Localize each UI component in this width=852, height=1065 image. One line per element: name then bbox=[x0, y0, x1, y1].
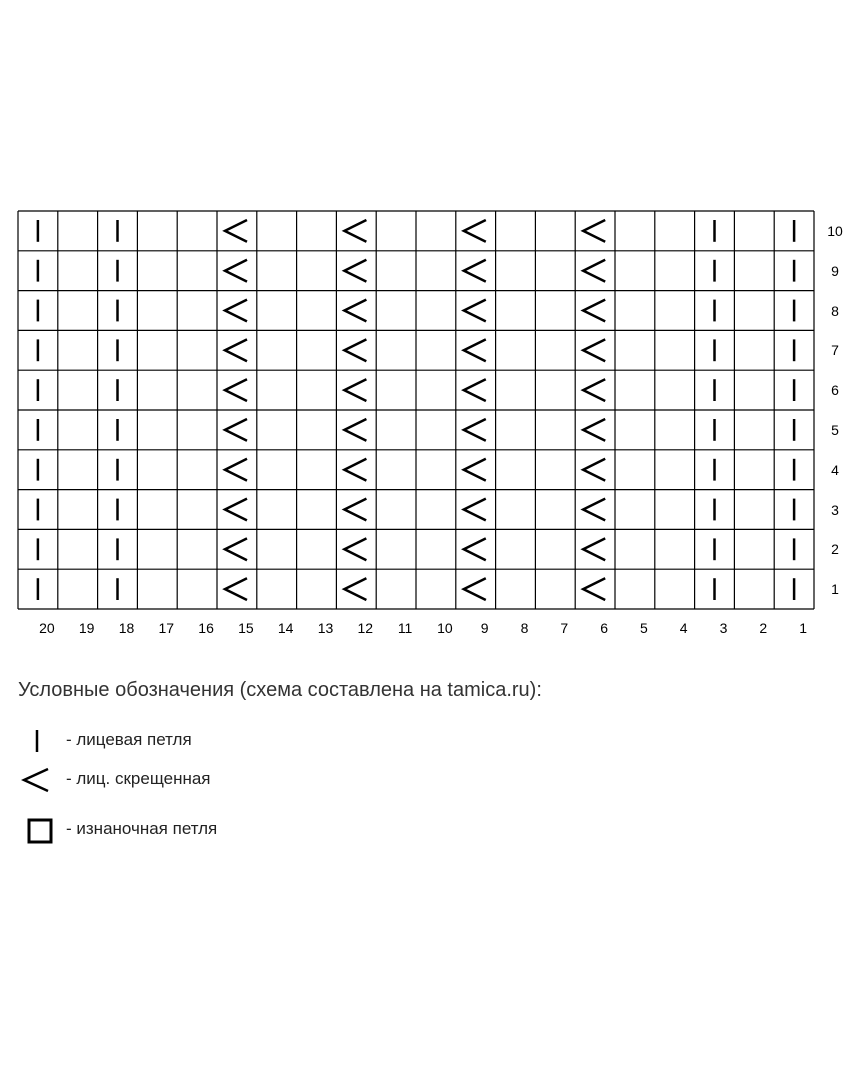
chart-cell-purl bbox=[58, 330, 98, 370]
chart-cell-knit-tbl bbox=[456, 529, 496, 569]
chart-cell-purl bbox=[416, 569, 456, 609]
row-number: 8 bbox=[831, 302, 839, 319]
chart-cell-purl bbox=[177, 211, 217, 251]
chart-cell-purl bbox=[177, 330, 217, 370]
chart-cell-purl bbox=[496, 529, 536, 569]
chart-cell-purl bbox=[297, 330, 337, 370]
chart-cell-purl bbox=[177, 410, 217, 450]
chart-cell-purl bbox=[257, 251, 297, 291]
knit-stitch-icon bbox=[18, 728, 58, 758]
chart-cell-purl bbox=[615, 450, 655, 490]
column-number: 11 bbox=[397, 620, 413, 636]
knit-through-back-loop-icon bbox=[18, 765, 58, 795]
chart-cell-purl bbox=[496, 330, 536, 370]
chart-cell-purl bbox=[615, 211, 655, 251]
chart-cell-purl bbox=[376, 211, 416, 251]
chart-cell-knit bbox=[774, 251, 814, 291]
chart-cell-knit bbox=[98, 450, 138, 490]
chart-cell-purl bbox=[655, 450, 695, 490]
chart-cell-purl bbox=[416, 450, 456, 490]
chart-cell-purl bbox=[535, 490, 575, 530]
chart-cell-purl bbox=[257, 569, 297, 609]
chart-cell-purl bbox=[137, 490, 177, 530]
chart-cell-purl bbox=[297, 450, 337, 490]
chart-cell-knit-tbl bbox=[575, 330, 615, 370]
chart-cell-knit bbox=[18, 569, 58, 609]
chart-cell-purl bbox=[615, 251, 655, 291]
chart-cell-knit-tbl bbox=[336, 370, 376, 410]
chart-cell-knit-tbl bbox=[336, 529, 376, 569]
chart-cell-purl bbox=[297, 569, 337, 609]
chart-cell-purl bbox=[257, 291, 297, 331]
chart-cell-knit-tbl bbox=[575, 211, 615, 251]
chart-cell-purl bbox=[257, 529, 297, 569]
chart-cell-knit-tbl bbox=[336, 291, 376, 331]
chart-cell-purl bbox=[297, 370, 337, 410]
chart-cell-knit-tbl bbox=[336, 490, 376, 530]
chart-cell-purl bbox=[416, 410, 456, 450]
chart-cell-purl bbox=[615, 370, 655, 410]
chart-cell-purl bbox=[496, 450, 536, 490]
legend-label-knit-tbl: - лиц. скрещенная bbox=[66, 769, 211, 788]
chart-cell-knit bbox=[18, 251, 58, 291]
chart-cell-knit-tbl bbox=[217, 450, 257, 490]
chart-cell-knit bbox=[98, 330, 138, 370]
chart-cell-knit-tbl bbox=[575, 490, 615, 530]
chart-cell-purl bbox=[734, 529, 774, 569]
chart-cell-purl bbox=[58, 251, 98, 291]
chart-cell-knit bbox=[98, 569, 138, 609]
chart-cell-knit bbox=[774, 410, 814, 450]
column-number: 15 bbox=[238, 620, 254, 636]
chart-cell-knit bbox=[695, 370, 735, 410]
column-number: 1 bbox=[799, 620, 807, 636]
legend-item-knit-tbl bbox=[18, 765, 418, 795]
legend-item-knit bbox=[18, 728, 418, 758]
chart-cell-knit-tbl bbox=[336, 410, 376, 450]
chart-cell-knit-tbl bbox=[217, 529, 257, 569]
chart-cell-purl bbox=[297, 490, 337, 530]
purl-stitch-icon bbox=[18, 815, 58, 849]
chart-cell-purl bbox=[137, 251, 177, 291]
column-number: 4 bbox=[679, 620, 688, 636]
chart-cell-purl bbox=[615, 490, 655, 530]
chart-cell-purl bbox=[177, 251, 217, 291]
chart-cell-purl bbox=[496, 211, 536, 251]
column-number: 9 bbox=[480, 620, 489, 636]
chart-cell-purl bbox=[535, 211, 575, 251]
chart-cell-purl bbox=[58, 490, 98, 530]
legend-label-knit: - лицевая петля bbox=[66, 730, 192, 749]
legend-label-purl: - изнаночная петля bbox=[66, 819, 218, 838]
chart-cell-knit bbox=[695, 330, 735, 370]
chart-cell-purl bbox=[376, 291, 416, 331]
chart-cell-purl bbox=[177, 529, 217, 569]
chart-cell-purl bbox=[137, 410, 177, 450]
chart-cell-purl bbox=[177, 569, 217, 609]
chart-cell-knit bbox=[18, 211, 58, 251]
row-number: 7 bbox=[831, 342, 839, 359]
chart-cell-purl bbox=[655, 410, 695, 450]
column-number: 17 bbox=[158, 620, 175, 636]
chart-cell-knit bbox=[18, 330, 58, 370]
chart-cell-purl bbox=[137, 211, 177, 251]
chart-cell-knit-tbl bbox=[456, 370, 496, 410]
chart-cell-knit-tbl bbox=[217, 330, 257, 370]
column-number: 2 bbox=[759, 620, 768, 636]
chart-cell-purl bbox=[496, 291, 536, 331]
chart-cell-knit bbox=[774, 569, 814, 609]
chart-cell-knit bbox=[695, 211, 735, 251]
chart-cell-knit bbox=[18, 529, 58, 569]
chart-cell-purl bbox=[58, 291, 98, 331]
chart-cell-purl bbox=[177, 490, 217, 530]
chart-cell-knit bbox=[18, 450, 58, 490]
chart-cell-knit-tbl bbox=[217, 569, 257, 609]
chart-cell-knit bbox=[98, 251, 138, 291]
chart-cell-knit bbox=[695, 251, 735, 291]
chart-cell-purl bbox=[535, 330, 575, 370]
chart-cell-knit-tbl bbox=[575, 410, 615, 450]
chart-cell-knit-tbl bbox=[575, 450, 615, 490]
chart-cell-knit bbox=[695, 569, 735, 609]
chart-cell-knit-tbl bbox=[575, 291, 615, 331]
chart-cell-knit-tbl bbox=[456, 450, 496, 490]
chart-cell-purl bbox=[655, 529, 695, 569]
column-number: 12 bbox=[357, 620, 374, 636]
chart-cell-knit bbox=[18, 410, 58, 450]
chart-cell-knit-tbl bbox=[456, 251, 496, 291]
chart-cell-purl bbox=[655, 291, 695, 331]
chart-cell-purl bbox=[416, 211, 456, 251]
chart-cell-purl bbox=[734, 410, 774, 450]
chart-cell-knit bbox=[774, 291, 814, 331]
chart-cell-purl bbox=[376, 450, 416, 490]
chart-cell-knit-tbl bbox=[575, 529, 615, 569]
chart-cell-knit-tbl bbox=[456, 569, 496, 609]
chart-cell-purl bbox=[137, 291, 177, 331]
chart-cell-purl bbox=[496, 490, 536, 530]
chart-cell-knit-tbl bbox=[456, 211, 496, 251]
chart-cell-purl bbox=[376, 569, 416, 609]
chart-cell-knit-tbl bbox=[217, 211, 257, 251]
column-number: 6 bbox=[600, 620, 608, 636]
chart-cell-knit-tbl bbox=[217, 251, 257, 291]
chart-cell-purl bbox=[257, 410, 297, 450]
chart-cell-knit-tbl bbox=[456, 490, 496, 530]
chart-cell-knit-tbl bbox=[217, 291, 257, 331]
chart-cell-purl bbox=[376, 529, 416, 569]
chart-cell-purl bbox=[615, 291, 655, 331]
chart-cell-purl bbox=[297, 251, 337, 291]
chart-cell-purl bbox=[535, 410, 575, 450]
chart-cell-purl bbox=[535, 251, 575, 291]
chart-cell-knit bbox=[774, 529, 814, 569]
chart-cell-purl bbox=[496, 370, 536, 410]
chart-cell-purl bbox=[137, 569, 177, 609]
chart-cell-knit bbox=[98, 370, 138, 410]
chart-cell-knit-tbl bbox=[217, 410, 257, 450]
row-number: 6 bbox=[831, 382, 839, 399]
chart-cell-knit bbox=[774, 490, 814, 530]
chart-cell-purl bbox=[376, 251, 416, 291]
row-number: 2 bbox=[831, 541, 839, 558]
row-number: 5 bbox=[831, 421, 839, 438]
chart-cell-purl bbox=[257, 211, 297, 251]
chart-cell-purl bbox=[535, 569, 575, 609]
chart-cell-purl bbox=[734, 370, 774, 410]
chart-cell-purl bbox=[655, 211, 695, 251]
chart-cell-purl bbox=[416, 291, 456, 331]
chart-cell-purl bbox=[655, 569, 695, 609]
chart-cell-purl bbox=[376, 330, 416, 370]
chart-cell-purl bbox=[376, 490, 416, 530]
chart-cell-knit-tbl bbox=[456, 330, 496, 370]
chart-cell-purl bbox=[655, 251, 695, 291]
chart-cell-purl bbox=[615, 569, 655, 609]
column-number: 16 bbox=[198, 620, 214, 636]
chart-cell-purl bbox=[58, 211, 98, 251]
chart-cell-purl bbox=[535, 450, 575, 490]
chart-cell-purl bbox=[137, 330, 177, 370]
chart-cell-purl bbox=[376, 410, 416, 450]
chart-cell-purl bbox=[734, 569, 774, 609]
chart-cell-knit-tbl bbox=[575, 569, 615, 609]
chart-cell-knit bbox=[695, 291, 735, 331]
row-number: 9 bbox=[831, 262, 839, 279]
chart-cell-purl bbox=[535, 370, 575, 410]
chart-cell-purl bbox=[257, 450, 297, 490]
row-number: 10 bbox=[827, 222, 843, 239]
chart-cell-knit bbox=[98, 490, 138, 530]
chart-cell-purl bbox=[297, 529, 337, 569]
chart-cell-purl bbox=[58, 410, 98, 450]
row-number: 3 bbox=[831, 501, 839, 518]
chart-cell-knit-tbl bbox=[575, 251, 615, 291]
column-number: 5 bbox=[639, 620, 648, 636]
chart-cell-purl bbox=[655, 330, 695, 370]
chart-cell-purl bbox=[496, 410, 536, 450]
chart-cell-knit-tbl bbox=[336, 211, 376, 251]
chart-cell-knit-tbl bbox=[217, 370, 257, 410]
chart-cell-purl bbox=[734, 291, 774, 331]
chart-cell-knit bbox=[695, 410, 735, 450]
chart-cell-purl bbox=[58, 370, 98, 410]
column-number: 13 bbox=[317, 620, 334, 636]
chart-cell-purl bbox=[416, 251, 456, 291]
chart-cell-knit bbox=[98, 291, 138, 331]
chart-cell-purl bbox=[58, 569, 98, 609]
chart-cell-purl bbox=[137, 529, 177, 569]
chart-cell-purl bbox=[416, 370, 456, 410]
chart-cell-knit-tbl bbox=[336, 450, 376, 490]
column-number: 18 bbox=[118, 620, 135, 636]
chart-cell-knit-tbl bbox=[575, 370, 615, 410]
chart-cell-purl bbox=[655, 490, 695, 530]
chart-cell-purl bbox=[137, 450, 177, 490]
chart-cell-purl bbox=[535, 529, 575, 569]
column-number: 20 bbox=[39, 620, 55, 636]
chart-cell-purl bbox=[257, 330, 297, 370]
chart-cell-purl bbox=[416, 330, 456, 370]
chart-cell-purl bbox=[416, 490, 456, 530]
chart-cell-knit bbox=[98, 529, 138, 569]
chart-cell-purl bbox=[177, 450, 217, 490]
chart-cell-knit bbox=[18, 291, 58, 331]
chart-cell-knit-tbl bbox=[336, 330, 376, 370]
chart-cell-knit bbox=[774, 450, 814, 490]
chart-cell-purl bbox=[615, 529, 655, 569]
chart-cell-purl bbox=[297, 211, 337, 251]
chart-cell-purl bbox=[416, 529, 456, 569]
column-number: 3 bbox=[719, 620, 728, 636]
column-number: 8 bbox=[520, 620, 529, 636]
chart-cell-purl bbox=[655, 370, 695, 410]
chart-cell-knit bbox=[774, 211, 814, 251]
chart-cell-knit-tbl bbox=[456, 291, 496, 331]
chart-cell-knit-tbl bbox=[456, 410, 496, 450]
chart-cell-purl bbox=[297, 410, 337, 450]
chart-cell-purl bbox=[376, 370, 416, 410]
chart-cell-purl bbox=[734, 490, 774, 530]
chart-cell-knit-tbl bbox=[336, 251, 376, 291]
chart-cell-purl bbox=[734, 251, 774, 291]
chart-cell-purl bbox=[615, 330, 655, 370]
column-number: 10 bbox=[437, 620, 453, 636]
chart-cell-purl bbox=[734, 330, 774, 370]
chart-cell-purl bbox=[496, 251, 536, 291]
chart-cell-purl bbox=[58, 529, 98, 569]
chart-cell-knit bbox=[98, 211, 138, 251]
chart-cell-knit bbox=[18, 490, 58, 530]
chart-cell-purl bbox=[297, 291, 337, 331]
chart-cell-knit bbox=[695, 490, 735, 530]
chart-cell-knit bbox=[98, 410, 138, 450]
chart-cell-knit bbox=[18, 370, 58, 410]
chart-cell-purl bbox=[177, 291, 217, 331]
column-number: 14 bbox=[277, 620, 294, 636]
column-number: 7 bbox=[560, 620, 569, 636]
legend-item-purl bbox=[18, 815, 418, 845]
chart-cell-knit bbox=[774, 370, 814, 410]
row-number: 1 bbox=[831, 581, 839, 598]
chart-cell-knit-tbl bbox=[217, 490, 257, 530]
chart-cell-purl bbox=[734, 211, 774, 251]
chart-cell-knit-tbl bbox=[336, 569, 376, 609]
chart-cell-purl bbox=[177, 370, 217, 410]
chart-cell-purl bbox=[257, 370, 297, 410]
chart-cell-purl bbox=[257, 490, 297, 530]
chart-cell-knit bbox=[695, 529, 735, 569]
chart-cell-knit bbox=[695, 450, 735, 490]
legend-title: Условные обозначения (схема составлена на tamica.ru): bbox=[18, 679, 542, 701]
row-number: 4 bbox=[831, 461, 839, 478]
chart-cell-purl bbox=[615, 410, 655, 450]
chart-cell-purl bbox=[734, 450, 774, 490]
column-number: 19 bbox=[78, 620, 95, 636]
chart-cell-purl bbox=[137, 370, 177, 410]
chart-cell-purl bbox=[496, 569, 536, 609]
chart-cell-purl bbox=[535, 291, 575, 331]
chart-cell-knit bbox=[774, 330, 814, 370]
chart-cell-purl bbox=[58, 450, 98, 490]
